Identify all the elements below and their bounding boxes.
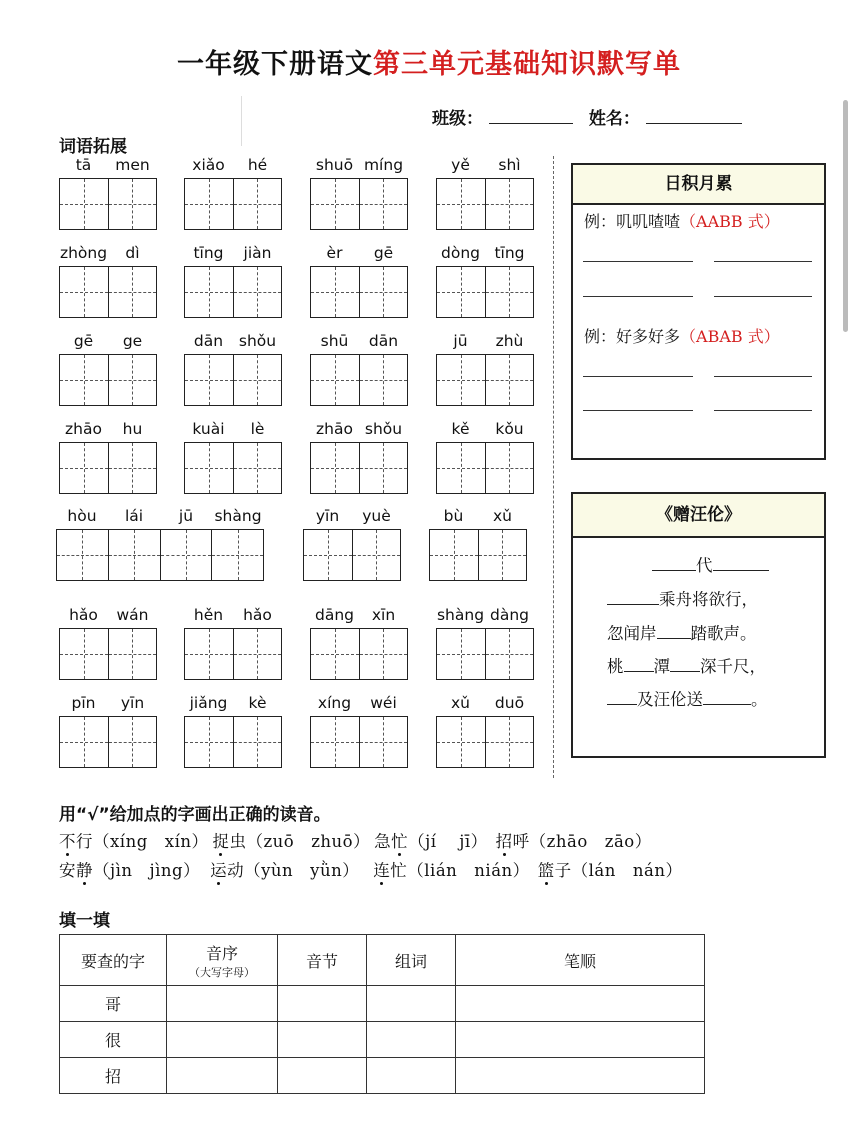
answer-cell[interactable] — [278, 986, 367, 1022]
answer-cell[interactable] — [167, 986, 278, 1022]
poem-line-1: 乘舟将欲行， — [607, 586, 758, 610]
writing-cell[interactable] — [60, 267, 109, 317]
writing-cell[interactable] — [486, 717, 534, 767]
writing-grid[interactable] — [310, 628, 408, 680]
pinyin-label: hǎo — [69, 606, 98, 624]
poem-author-line: 代 — [652, 552, 769, 576]
writing-cell[interactable] — [109, 355, 157, 405]
pinyin-label: tīng — [494, 244, 525, 262]
writing-grid[interactable] — [184, 442, 282, 494]
answer-cell[interactable] — [367, 1058, 456, 1094]
table-row — [60, 986, 705, 1022]
table-row — [60, 1058, 705, 1094]
writing-cell[interactable] — [360, 267, 408, 317]
writing-cell[interactable] — [185, 179, 234, 229]
answer-line[interactable] — [583, 410, 693, 411]
writing-cell[interactable] — [311, 717, 360, 767]
pinyin-label: duō — [494, 694, 525, 712]
poem-line-4: 及汪伦送 。 — [607, 686, 768, 710]
pronunciation-item[interactable]: 运动（yùn yǜn） — [210, 861, 360, 880]
writing-cell[interactable] — [60, 179, 109, 229]
pinyin-label: shǒu — [238, 332, 277, 350]
writing-grid[interactable] — [310, 266, 408, 318]
pinyin-label: hu — [122, 420, 143, 438]
writing-cell[interactable] — [57, 530, 109, 580]
pinyin-label: yīn — [315, 507, 340, 525]
writing-cell[interactable] — [234, 443, 282, 493]
pinyin-label: men — [115, 156, 150, 174]
writing-cell[interactable] — [311, 629, 360, 679]
writing-grid[interactable] — [184, 628, 282, 680]
pronunciation-line-1 — [59, 828, 652, 852]
writing-grid[interactable] — [59, 628, 157, 680]
writing-grid[interactable] — [310, 178, 408, 230]
writing-grid[interactable] — [56, 529, 264, 581]
name-label: 姓名： — [588, 109, 640, 129]
writing-cell[interactable] — [437, 443, 486, 493]
writing-cell[interactable] — [185, 629, 234, 679]
pinyin-label: tā — [75, 156, 92, 174]
pronunciation-item[interactable]: 篮子（lán nán） — [537, 861, 683, 880]
writing-grid[interactable] — [436, 628, 534, 680]
class-label: 班级： — [432, 109, 483, 129]
pinyin-label: gē — [373, 244, 394, 262]
pinyin-label: dāng — [315, 606, 354, 624]
writing-cell[interactable] — [234, 267, 282, 317]
writing-grid[interactable] — [59, 178, 157, 230]
writing-cell[interactable] — [486, 443, 534, 493]
pinyin-label: kuài — [192, 420, 225, 438]
pinyin-label: wán — [116, 606, 149, 624]
writing-grid[interactable] — [59, 266, 157, 318]
answer-line[interactable] — [714, 261, 812, 262]
pinyin-label: dàng — [490, 606, 529, 624]
title-black: 一年级下册语文 — [177, 49, 373, 80]
poem-title: 《赠汪伦》 — [573, 494, 824, 538]
pinyin-label: ge — [122, 332, 143, 350]
answer-cell[interactable] — [278, 1022, 367, 1058]
writing-cell[interactable] — [304, 530, 353, 580]
writing-cell[interactable] — [185, 267, 234, 317]
writing-cell[interactable] — [109, 179, 157, 229]
pinyin-label: kè — [248, 694, 267, 712]
example-aabb: 例：叽叽喳喳（AABB 式） — [584, 212, 780, 231]
answer-line[interactable] — [583, 376, 693, 377]
writing-cell[interactable] — [486, 629, 534, 679]
pinyin-label: pīn — [71, 694, 96, 712]
pronunciation-item[interactable]: 不行（xíng xín） — [59, 832, 209, 851]
pinyin-label: dì — [125, 244, 140, 262]
pinyin-label: gē — [73, 332, 94, 350]
writing-grid[interactable] — [184, 266, 282, 318]
pronunciation-item[interactable]: 连忙（lián nián） — [373, 861, 530, 880]
writing-cell[interactable] — [360, 355, 408, 405]
answer-cell[interactable] — [167, 1022, 278, 1058]
writing-cell[interactable] — [234, 179, 282, 229]
pinyin-label: jiàn — [243, 244, 272, 262]
pinyin-label: jū — [178, 507, 194, 525]
writing-cell[interactable] — [234, 717, 282, 767]
writing-cell[interactable] — [479, 530, 527, 580]
answer-cell[interactable] — [367, 986, 456, 1022]
answer-cell[interactable] — [167, 1058, 278, 1094]
writing-cell[interactable] — [311, 355, 360, 405]
pinyin-label: jiǎng — [189, 694, 228, 712]
answer-cell[interactable] — [367, 1022, 456, 1058]
writing-cell[interactable] — [109, 443, 157, 493]
student-info — [432, 104, 752, 129]
writing-cell[interactable] — [109, 267, 157, 317]
pinyin-label: dòng — [441, 244, 480, 262]
char-cell: 很 — [60, 1022, 167, 1058]
answer-cell[interactable] — [456, 1058, 705, 1094]
pinyin-label: xǔ — [493, 507, 512, 525]
pinyin-label: zhāo — [316, 420, 353, 438]
writing-cell[interactable] — [360, 717, 408, 767]
pinyin-label: shàng — [436, 606, 485, 624]
writing-grid[interactable] — [436, 266, 534, 318]
answer-line[interactable] — [714, 296, 812, 297]
writing-cell[interactable] — [360, 443, 408, 493]
pinyin-label: jū — [453, 332, 468, 350]
pinyin-label: dān — [193, 332, 224, 350]
answer-line[interactable] — [714, 410, 812, 411]
pinyin-label: lè — [250, 420, 265, 438]
writing-cell[interactable] — [60, 443, 109, 493]
writing-cell[interactable] — [311, 443, 360, 493]
col-header-stroke: 笔顺 — [456, 935, 705, 986]
pinyin-label: xíng — [317, 694, 352, 712]
pinyin-label: lái — [124, 507, 144, 525]
pronunciation-item[interactable]: 招呼（zhāo zāo） — [495, 832, 652, 851]
pinyin-label: shū — [320, 332, 349, 350]
writing-cell[interactable] — [360, 179, 408, 229]
writing-cell[interactable] — [353, 530, 401, 580]
writing-grid[interactable] — [59, 716, 157, 768]
pinyin-label: kě — [451, 420, 470, 438]
pinyin-label: shǒu — [364, 420, 403, 438]
pronunciation-item[interactable]: 急忙（jí jī） — [374, 832, 488, 851]
writing-cell[interactable] — [185, 717, 234, 767]
table-row — [60, 1022, 705, 1058]
writing-cell[interactable] — [109, 717, 157, 767]
poem-line-3: 桃 潭 深千尺， — [607, 657, 766, 676]
pinyin-label: zhòng — [59, 244, 108, 262]
pinyin-label: shàng — [214, 507, 262, 525]
answer-line[interactable] — [714, 376, 812, 377]
writing-cell[interactable] — [60, 629, 109, 679]
writing-cell[interactable] — [109, 530, 161, 580]
writing-cell[interactable] — [311, 267, 360, 317]
section-title-reading: 用“√”给加点的字画出正确的读音。 — [59, 805, 331, 825]
pinyin-label: hěn — [193, 606, 224, 624]
writing-cell[interactable] — [212, 530, 263, 580]
pronunciation-item[interactable]: 安静（jìn jìng） — [59, 861, 201, 880]
writing-cell[interactable] — [486, 267, 534, 317]
title-red: 第三单元基础知识默写单 — [373, 49, 681, 80]
writing-cell[interactable] — [161, 530, 213, 580]
pinyin-label: tīng — [193, 244, 224, 262]
writing-cell[interactable] — [486, 355, 534, 405]
writing-cell[interactable] — [430, 530, 479, 580]
char-cell: 哥 — [60, 986, 167, 1022]
name-blank[interactable] — [646, 107, 742, 124]
page-title — [0, 42, 858, 81]
col-header-words: 组词 — [367, 935, 456, 986]
writing-grid[interactable] — [184, 178, 282, 230]
pinyin-label: shuō — [315, 156, 354, 174]
writing-grid[interactable] — [184, 716, 282, 768]
section-title-vocab: 词语拓展 — [59, 137, 127, 157]
panel-daily-accumulation — [571, 163, 826, 460]
writing-grid[interactable] — [59, 354, 157, 406]
writing-grid[interactable] — [184, 354, 282, 406]
writing-grid[interactable] — [436, 442, 534, 494]
writing-cell[interactable] — [311, 179, 360, 229]
writing-grid[interactable] — [310, 442, 408, 494]
fill-table — [59, 934, 705, 1094]
writing-cell[interactable] — [437, 355, 486, 405]
pinyin-label: yě — [451, 156, 470, 174]
writing-grid[interactable] — [436, 716, 534, 768]
answer-line[interactable] — [583, 261, 693, 262]
writing-cell[interactable] — [60, 717, 109, 767]
answer-cell[interactable] — [456, 986, 705, 1022]
writing-cell[interactable] — [437, 179, 486, 229]
col-header-order: 音序 （大写字母） — [167, 935, 278, 986]
writing-cell[interactable] — [486, 179, 534, 229]
pinyin-label: èr — [326, 244, 343, 262]
poem-line-2: 忽闻岸 踏歌声。 — [607, 624, 757, 643]
writing-cell[interactable] — [360, 629, 408, 679]
writing-cell[interactable] — [185, 443, 234, 493]
pinyin-label: míng — [363, 156, 404, 174]
writing-grid[interactable] — [436, 354, 534, 406]
col-header-char: 要查的字 — [60, 935, 167, 986]
answer-cell[interactable] — [278, 1058, 367, 1094]
col-header-syllable: 音节 — [278, 935, 367, 986]
pinyin-label: hòu — [67, 507, 97, 525]
writing-cell[interactable] — [437, 629, 486, 679]
pinyin-label: xǔ — [451, 694, 470, 712]
scrollbar[interactable] — [843, 100, 848, 332]
pinyin-label: xīn — [371, 606, 396, 624]
pinyin-label: yīn — [120, 694, 145, 712]
writing-cell[interactable] — [234, 629, 282, 679]
writing-grid[interactable] — [310, 716, 408, 768]
pinyin-label: hǎo — [243, 606, 272, 624]
pinyin-label: dān — [368, 332, 399, 350]
pinyin-label: zhù — [495, 332, 524, 350]
pinyin-label: kǒu — [495, 420, 524, 438]
pinyin-label: wéi — [370, 694, 397, 712]
char-cell: 招 — [60, 1058, 167, 1094]
pinyin-label: shì — [498, 156, 521, 174]
writing-grid[interactable] — [303, 529, 401, 581]
example-abab: 例：好多好多（ABAB 式） — [584, 327, 780, 346]
pinyin-label: bù — [443, 507, 464, 525]
writing-grid[interactable] — [436, 178, 534, 230]
writing-cell[interactable] — [234, 355, 282, 405]
class-blank[interactable] — [489, 107, 573, 124]
answer-line[interactable] — [583, 296, 693, 297]
pinyin-label: hé — [247, 156, 268, 174]
writing-cell[interactable] — [437, 267, 486, 317]
pinyin-label: xiǎo — [192, 156, 225, 174]
writing-cell[interactable] — [437, 717, 486, 767]
divider — [553, 156, 554, 778]
pronunciation-line-2 — [59, 857, 683, 881]
writing-grid[interactable] — [310, 354, 408, 406]
answer-cell[interactable] — [456, 1022, 705, 1058]
writing-grid[interactable] — [59, 442, 157, 494]
section-title-fill: 填一填 — [59, 911, 110, 931]
pinyin-label: zhāo — [65, 420, 102, 438]
pinyin-label: yuè — [362, 507, 391, 525]
writing-cell[interactable] — [60, 355, 109, 405]
writing-cell[interactable] — [185, 355, 234, 405]
writing-grid[interactable] — [429, 529, 527, 581]
pronunciation-item[interactable]: 捉虫（zuō zhuō） — [212, 832, 371, 851]
writing-cell[interactable] — [109, 629, 157, 679]
panel-title: 日积月累 — [573, 165, 824, 205]
